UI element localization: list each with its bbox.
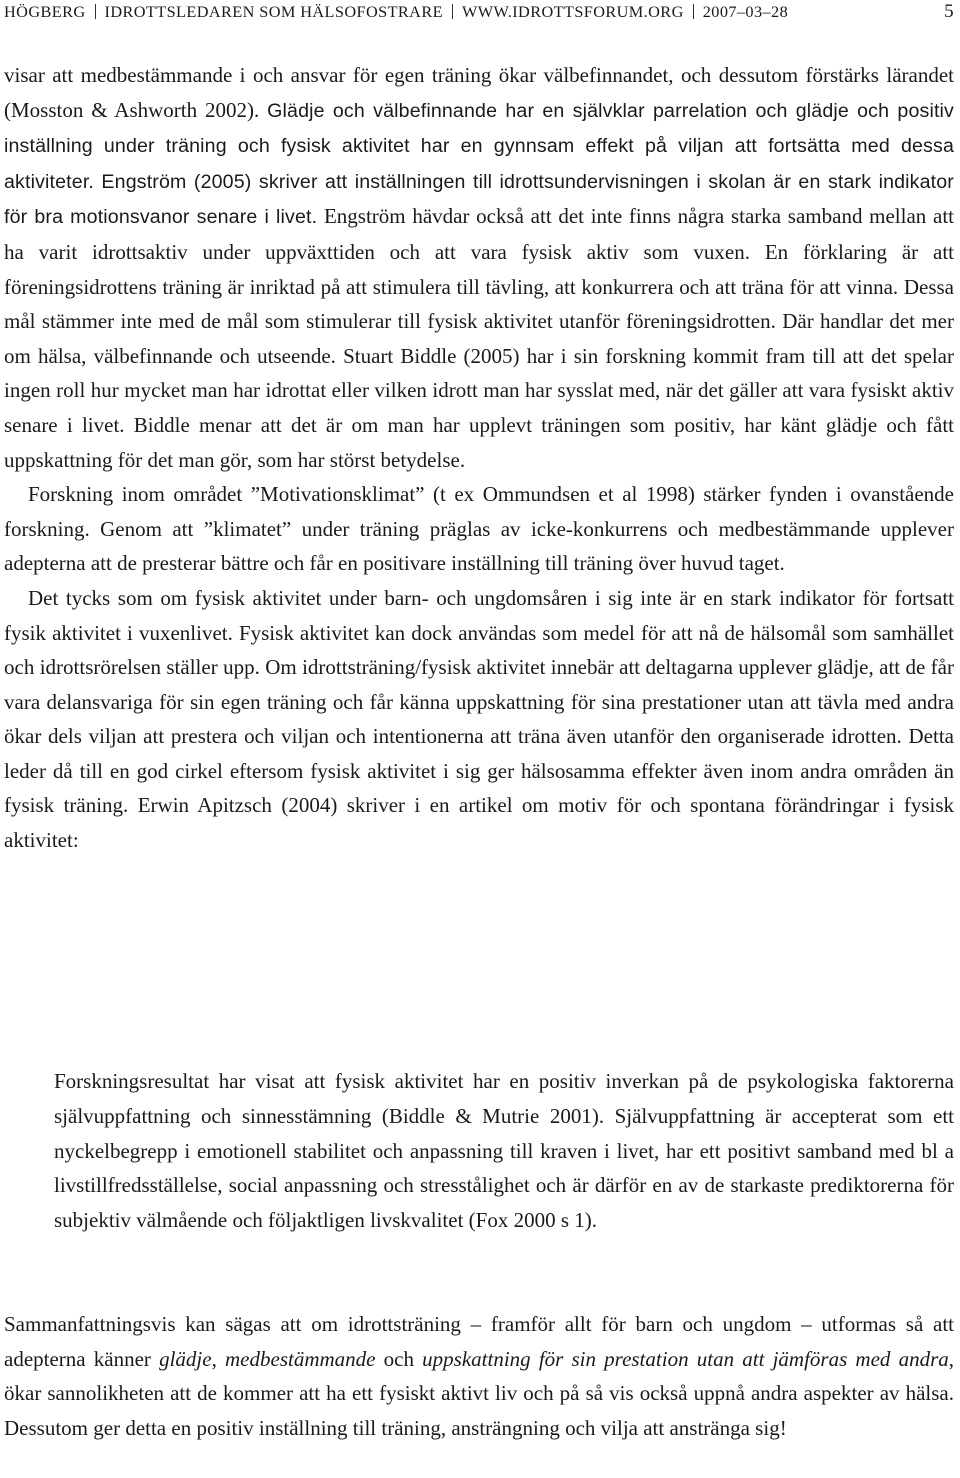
header-site: WWW.IDROTTSFORUM.ORG	[461, 2, 684, 21]
summary-emphasis: uppskattning för sin prestation utan att jämföras med andra	[422, 1346, 949, 1371]
summary-part: , ökar sannolikheten att de kommer att ha ett fysiskt aktivt liv och på så vis också uppnå andra aspekter av hälsa. Dessutom ger detta en positiv inställning till träning, ansträngning och vilja att anstränga sig!	[4, 1346, 955, 1440]
page-number: 5	[944, 1, 954, 22]
header-separator	[95, 4, 96, 19]
header-separator	[693, 4, 694, 19]
block-quote-text: Forskningsresultat har visat att fysisk aktivitet har en positiv inverkan på de psykologiska faktorerna självuppfattning och sinnesstämning (Biddle & Mutrie 2001). Självuppfattning är accepterat som ett nyckelbegrepp i emotionell stabilitet och anpassning till kraven i livet, har ett positivt samband med bl a livstillfredsställelse, social anpassning och stresstålighet och är därför en av de starkaste prediktorerna för subjektiv välmående och följaktligen livskvalitet (Fox 2000 s 1).	[54, 1069, 954, 1233]
header-series: IDROTTSLEDAREN SOM HÄLSOFOSTRARE	[104, 2, 443, 21]
header-author: HÖGBERG	[4, 2, 86, 21]
header-date: 2007–03–28	[702, 2, 789, 21]
summary-part: Sammanfattningsvis kan sägas att om idrottsträning – framför allt för barn och ungdom – utformas så att adepterna känner	[4, 1312, 954, 1371]
paragraph-2: Forskning inom området ”Motivationsklimat” (t ex Ommundsen et al 1998) stärker fynden i ovanstående forskning. Genom att ”klimatet” under träning präglas av icke-konkurrens och medbestämmande upplever adepterna att de presterar bättre och får en positivare inställning till träning över huvud taget.	[4, 482, 954, 576]
summary-paragraph	[4, 1307, 954, 1445]
paragraph-1	[4, 58, 954, 477]
summary-part: ,	[211, 1346, 226, 1371]
summary-text	[4, 1307, 954, 1445]
paragraph-3: Det tycks som om fysisk aktivitet under barn- och ungdomsåren i sig inte är en stark indikator för fortsatt fysik aktivitet i vuxenlivet. Fysisk aktivitet kan dock användas som medel för att nå de hälsomål som samhället och idrottsrörelsen ställer upp. Om idrottsträning/fysisk aktivitet innebär att deltagarna upplever glädje, att de får vara delansvariga för sin egen träning och får känna uppskattning för sina prestationer utan att tävla med andra ökar dels viljan att prestera och viljan och intentionerna att träna även utanför den organiserade idrotten. Detta leder då till en god cirkel eftersom fysisk aktivitet i sig ger hälsosamma effekter även inom andra områden än fysisk träning. Erwin Apitzsch (2004) skriver i en artikel om motiv för och spontana förändringar i fysisk aktivitet:	[4, 585, 954, 853]
header-separator	[452, 4, 453, 19]
summary-emphasis: glädje	[159, 1346, 212, 1371]
paragraph-1-sans-passage: Glädje och välbefinnande har en självklar parrelation och glädje och positiv inställning under träning och fysisk aktivitet har en gynnsam effekt på viljan att fortsätta med dessa aktiviteter. Engström (2005) skriver att inställningen till idrottsundervisningen i skolan är en stark indikator för bra motionsvanor senare i livet.	[4, 99, 954, 229]
summary-part: och	[375, 1346, 423, 1371]
body-text	[4, 58, 954, 858]
block-quote	[54, 1064, 954, 1238]
paragraph-1-continuation: Engström hävdar också att det inte finns några starka samband mellan att ha varit idrottsaktiv under uppväxttiden och att vara fysisk aktiv som vuxen. En förklaring är att föreningsidrottens träning är inriktad på att stimulera till tävling, att konkurrera och att träna för att vinna. Dessa mål stämmer inte med de mål som stimulerar till fysisk aktivitet utanför föreningsidrotten. Där handlar det mer om hälsa, välbefinnande och utseende. Stuart Biddle (2005) har i sin forskning kommit fram till att det spelar ingen roll hur mycket man har idrottat eller vilken idrott man har sysslat med, när det gäller att vara fysiskt aktiv senare i livet. Biddle menar att det är om man har upplevt träningen som positiv, har känt glädje och fått uppskattning för det man gör, som har störst betydelse.	[4, 204, 954, 472]
summary-emphasis: medbestämmande	[225, 1346, 376, 1371]
running-header	[4, 0, 954, 24]
paragraph-1-sentence: visar att medbestämmande i och ansvar för egen träning ökar välbefinnandet, och dessutom förstärks lärandet (Mosston & Ashworth 2002).	[4, 63, 954, 122]
